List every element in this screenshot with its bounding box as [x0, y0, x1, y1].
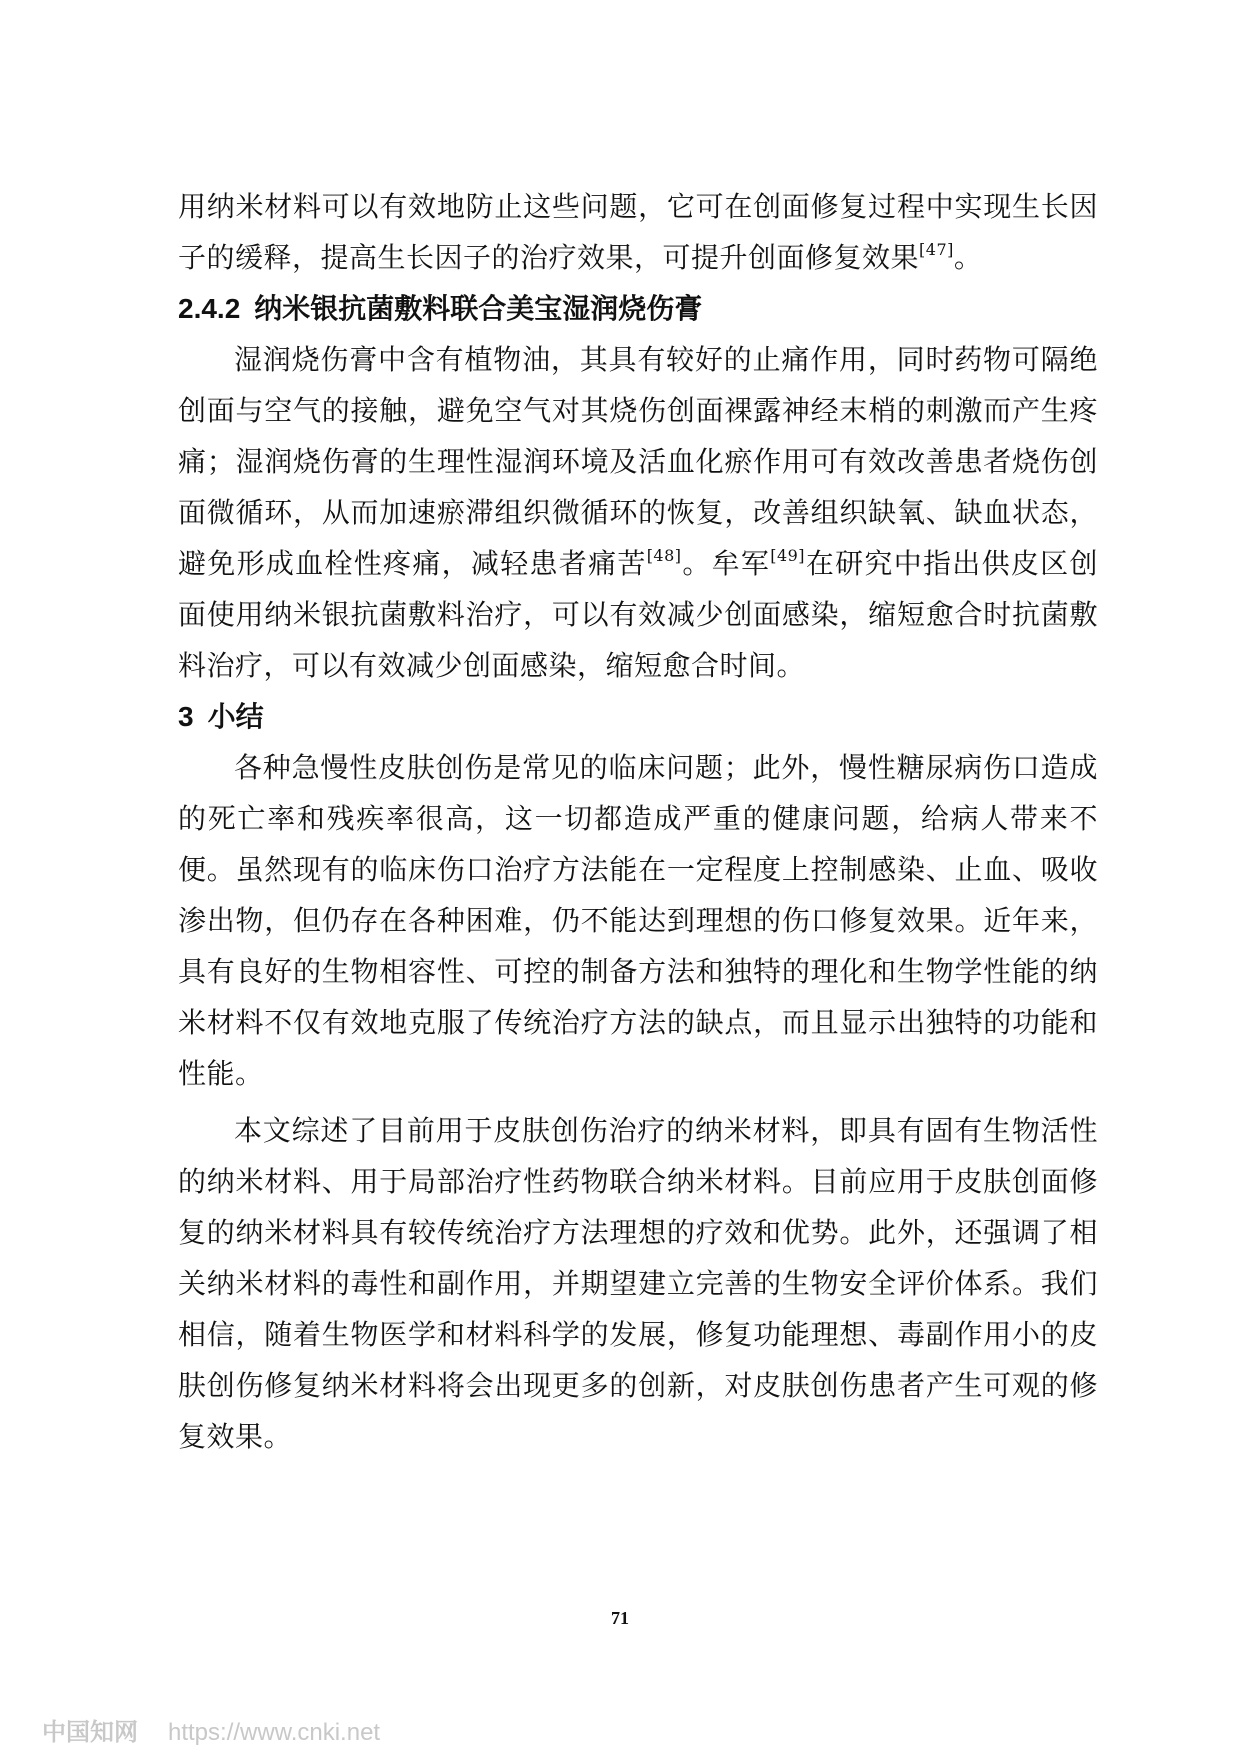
- paragraph-text: 在研究中指出供皮区创面使用纳米银抗菌敷料治疗，可以有效减少创面感染，缩短愈合时抗菌敷料治疗，可以有效减少创面感染，缩短愈合时间。: [178, 547, 1098, 682]
- section-3-heading: [178, 691, 1098, 742]
- watermark-brand: 中国知网: [42, 1719, 138, 1746]
- continuation-end: 。: [953, 241, 983, 274]
- citation-49: [49]: [770, 546, 806, 565]
- section-title: 纳米银抗菌敷料联合美宝湿润烧伤膏: [254, 293, 703, 324]
- summary-paragraph-1: 各种急慢性皮肤创伤是常见的临床问题；此外，慢性糖尿病伤口造成的死亡率和残疾率很高，这一切都造成严重的健康问题，给病人带来不便。虽然现有的临床伤口治疗方法能在一定程度上控制感染、止血、吸收渗出物，但仍存在各种困难，仍不能达到理想的伤口修复效果。近年来，具有良好的生物相容性、可控的制备方法和独特的理化和生物学性能的纳米材料不仅有效地克服了传统治疗方法的缺点，而且显示出独特的功能和性能。: [178, 751, 1098, 1090]
- section-number: 2.4.2: [178, 293, 241, 324]
- section-2-4-2-paragraph: [178, 334, 1098, 691]
- watermark-url: https://www.cnki.net: [168, 1719, 381, 1746]
- continuation-text: 用纳米材料可以有效地防止这些问题，它可在创面修复过程中实现生长因子的缓释，提高生长因子的治疗效果，可提升创面修复效果: [178, 190, 1098, 274]
- document-body: [178, 181, 1098, 1462]
- paragraph-text: 湿润烧伤膏中含有植物油，其具有较好的止痛作用，同时药物可隔绝创面与空气的接触，避免空气对其烧伤创面裸露神经末梢的刺激而产生疼痛；湿润烧伤膏的生理性湿润环境及活血化瘀作用可有效改善患者烧伤创面微循环，从而加速瘀滞组织微循环的恢复，改善组织缺氧、缺血状态，避免形成血栓性疼痛，减轻患者痛苦: [178, 343, 1098, 580]
- section-number: 3: [178, 701, 194, 732]
- continuation-paragraph: [178, 181, 1098, 283]
- citation-47: [47]: [919, 240, 954, 259]
- paragraph-text: 。牟军: [681, 547, 771, 580]
- section-2-4-2-heading: [178, 283, 1098, 334]
- cnki-watermark: [42, 1712, 380, 1747]
- section-title: 小结: [207, 701, 264, 732]
- page-number: 71: [611, 1608, 629, 1628]
- citation-48: [48]: [646, 546, 682, 565]
- summary-paragraph-2: 本文综述了目前用于皮肤创伤治疗的纳米材料，即具有固有生物活性的纳米材料、用于局部治疗性药物联合纳米材料。目前应用于皮肤创面修复的纳米材料具有较传统治疗方法理想的疗效和优势。此外，还强调了相关纳米材料的毒性和副作用，并期望建立完善的生物安全评价体系。我们相信，随着生物医学和材料科学的发展，修复功能理想、毒副作用小的皮肤创伤修复纳米材料将会出现更多的创新，对皮肤创伤患者产生可观的修复效果。: [178, 1114, 1098, 1453]
